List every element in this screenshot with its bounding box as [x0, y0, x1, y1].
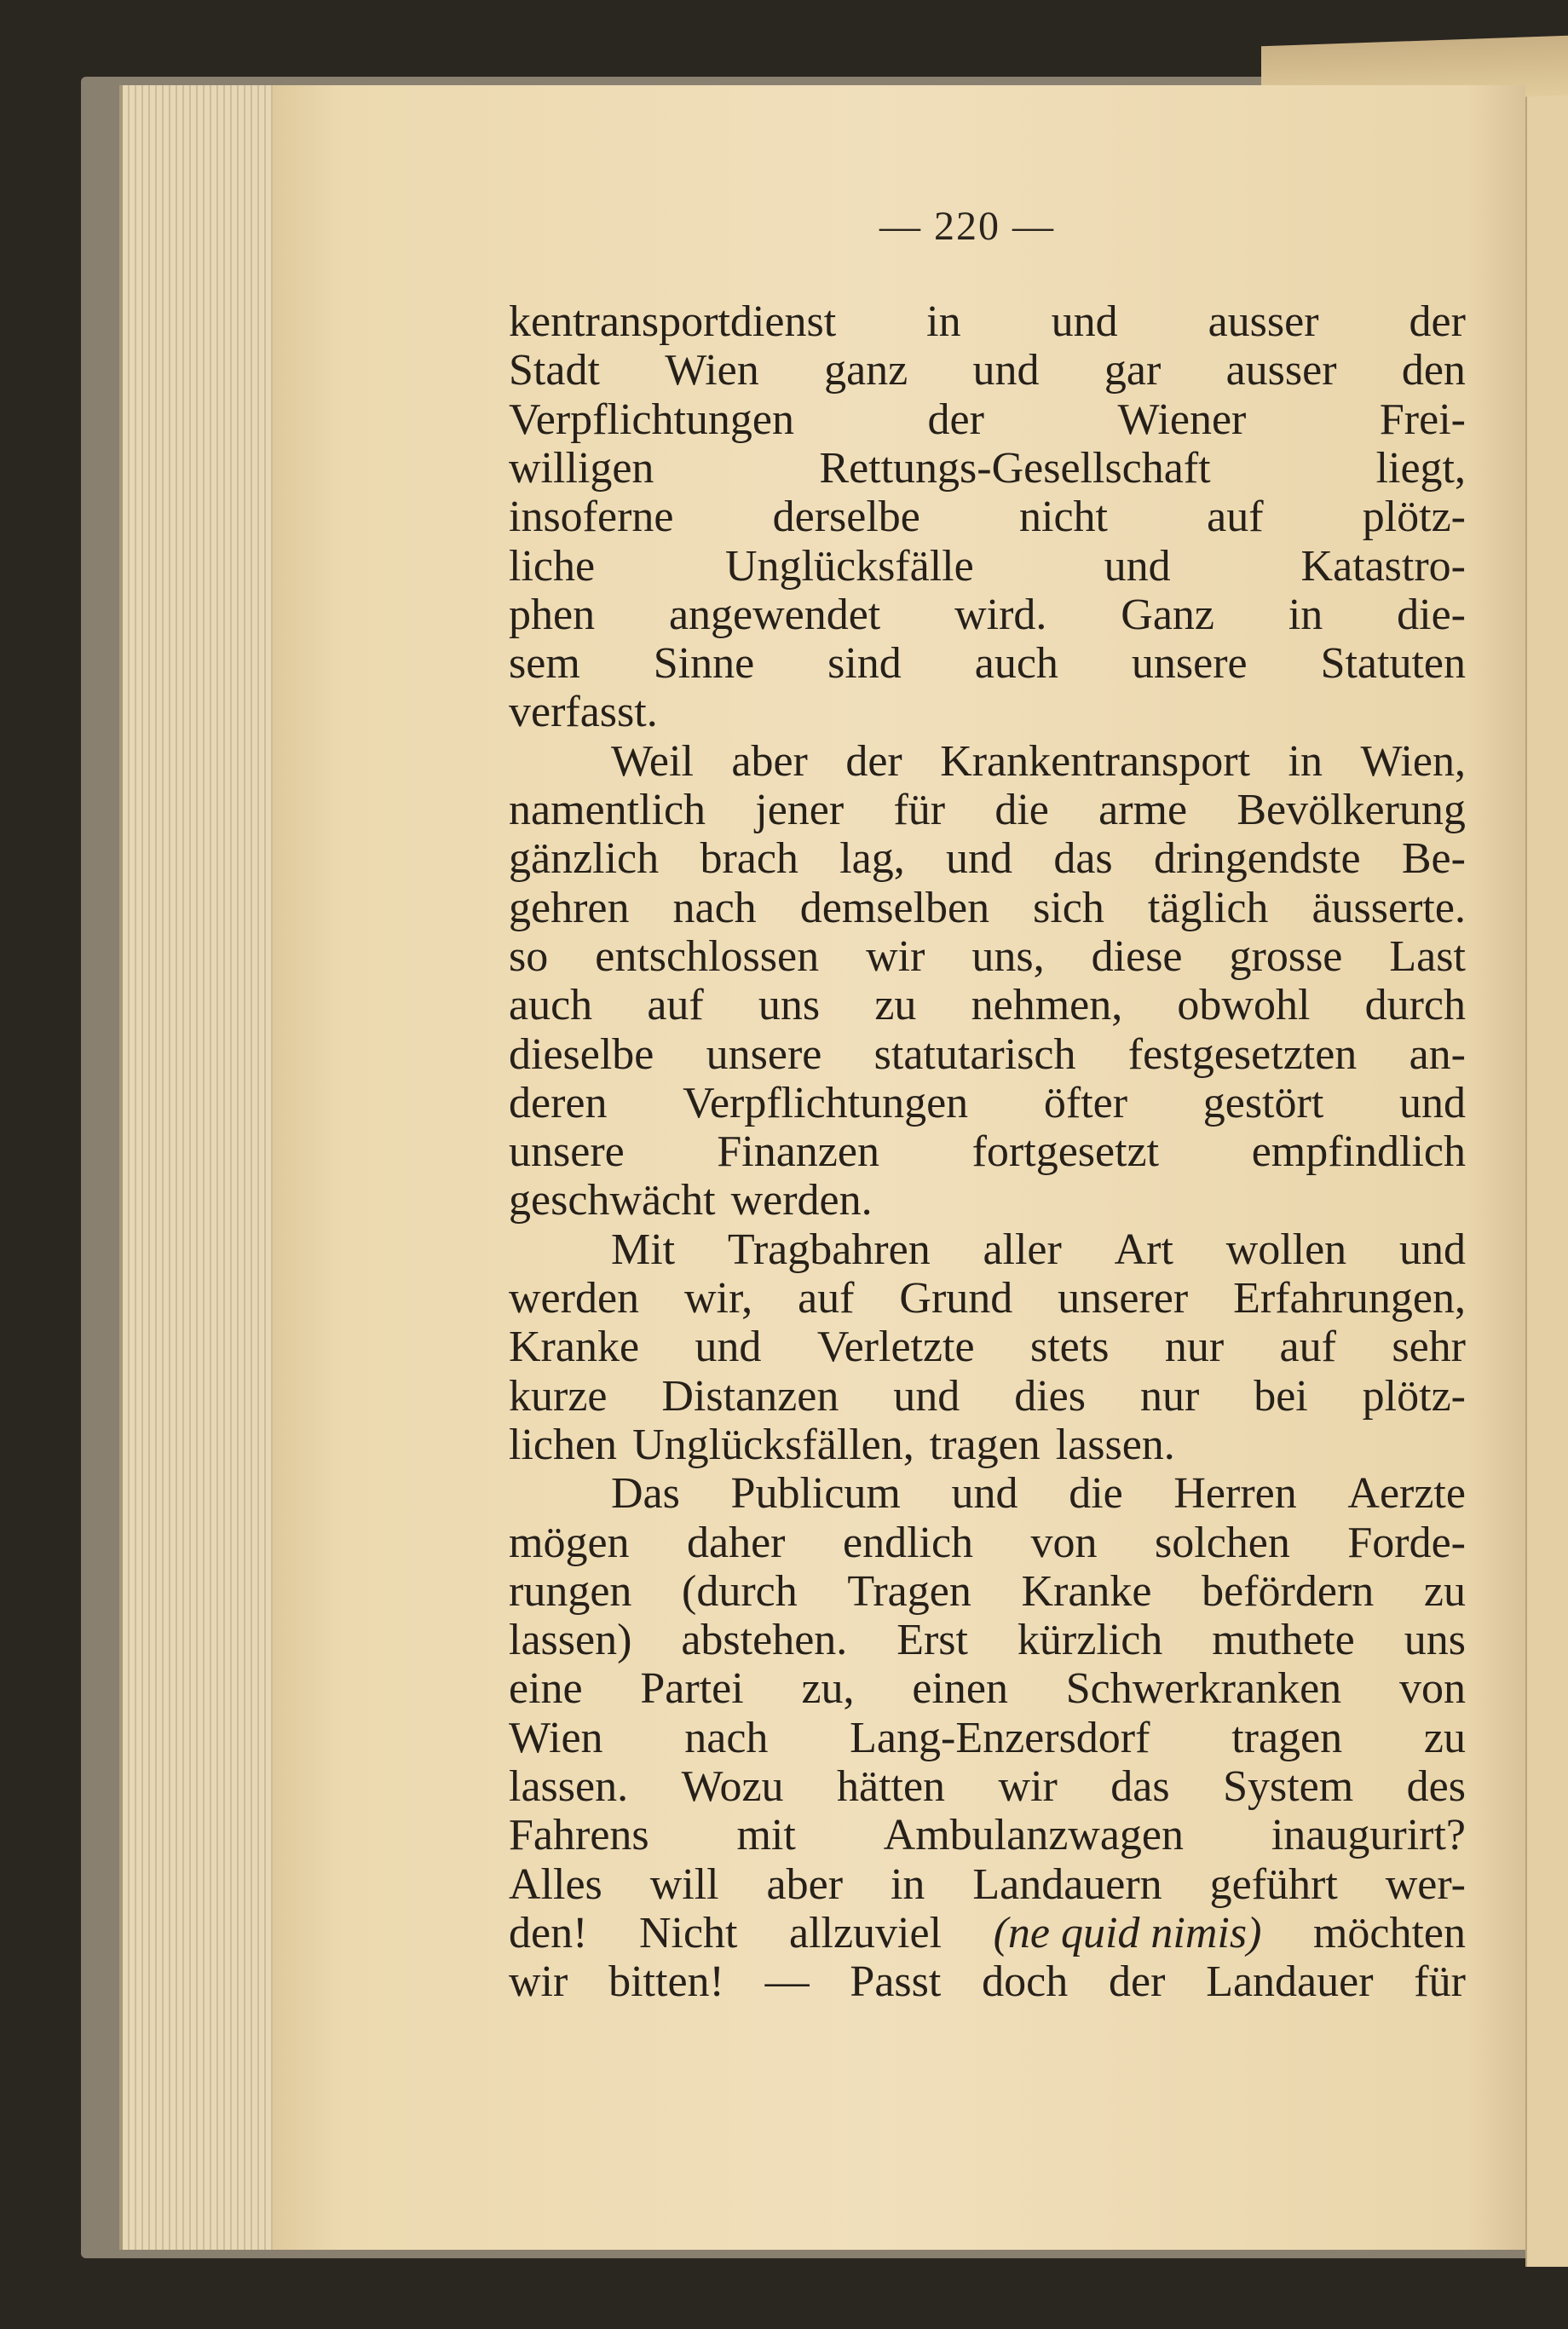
word: stets — [1029, 1323, 1110, 1372]
word: tragen — [929, 1420, 1041, 1469]
word: liche — [509, 541, 596, 591]
word: verfasst. — [509, 688, 658, 737]
word: Katastro- — [1300, 541, 1466, 591]
word: willigen — [509, 443, 654, 493]
text-line — [509, 1420, 1466, 1469]
word: werden — [509, 1274, 640, 1323]
word: diese — [1091, 931, 1183, 981]
word: Be- — [1401, 834, 1466, 884]
text-line — [509, 395, 1466, 444]
word: so — [509, 931, 549, 981]
text-line — [509, 1663, 1466, 1713]
word: die- — [1397, 590, 1466, 639]
word: lag, — [839, 834, 905, 884]
word: entschlossen — [595, 931, 820, 981]
word: kurze — [509, 1371, 608, 1421]
word: Herren — [1173, 1469, 1297, 1519]
word: unsere — [1131, 639, 1248, 689]
word: öfter — [1043, 1078, 1128, 1127]
word: ausser — [1208, 297, 1319, 346]
word: Publicum — [730, 1469, 901, 1519]
word: Unglücksfällen, — [632, 1420, 914, 1469]
word: Kranke — [509, 1323, 640, 1372]
word: Schwerkranken — [1065, 1664, 1342, 1714]
word: Passt — [850, 1957, 942, 2007]
text-line — [509, 1713, 1466, 1762]
word: aber — [731, 736, 808, 786]
word: mögen — [509, 1518, 630, 1567]
word: unsere — [509, 1127, 625, 1177]
word: Lang-Enzersdorf — [850, 1713, 1150, 1762]
word: jener — [755, 786, 845, 834]
word: demselben — [799, 883, 990, 932]
word: geführt — [1209, 1859, 1338, 1909]
word: uns, — [971, 931, 1045, 981]
word: in — [890, 1859, 925, 1909]
word: an- — [1409, 1029, 1466, 1079]
word: Forde- — [1347, 1518, 1466, 1567]
word: hätten — [837, 1762, 946, 1811]
word: Verletzte — [816, 1323, 975, 1372]
word: unserer — [1058, 1274, 1189, 1323]
word: Erst — [896, 1616, 968, 1665]
word: Aerzte — [1347, 1469, 1466, 1519]
word: Rettungs-Gesellschaft — [819, 443, 1211, 493]
text-line — [509, 541, 1466, 591]
word: die — [1069, 1469, 1123, 1519]
word: den — [1401, 346, 1466, 395]
word: in — [926, 297, 961, 346]
word: zu, — [801, 1664, 855, 1714]
word: lassen. — [1055, 1420, 1175, 1469]
word: für — [1414, 1957, 1466, 2007]
word: das — [1110, 1762, 1170, 1811]
word: allzuviel — [789, 1908, 943, 1957]
word: — — [764, 1957, 810, 2007]
word: und — [695, 1323, 762, 1372]
word: auch — [974, 639, 1058, 689]
word: endlich — [842, 1518, 974, 1567]
word: das — [1053, 834, 1113, 884]
word: sind — [827, 639, 902, 689]
word: daher — [687, 1518, 786, 1567]
word: Alles — [509, 1859, 602, 1909]
word: liegt, — [1375, 443, 1466, 493]
word: Grund — [899, 1274, 1013, 1323]
word: befördern — [1202, 1566, 1375, 1616]
word: wird. — [954, 590, 1047, 639]
word: nur — [1139, 1371, 1200, 1421]
word: Landauer — [1206, 1957, 1374, 2007]
text-line — [509, 1127, 1466, 1176]
word: aber — [766, 1859, 844, 1909]
word: doch — [982, 1957, 1069, 2007]
word: Last — [1389, 931, 1466, 981]
word: für — [893, 786, 946, 834]
word: uns — [758, 981, 821, 1030]
word: der — [1109, 1957, 1166, 2007]
word: nur — [1164, 1323, 1225, 1372]
word: kürzlich — [1017, 1616, 1163, 1665]
word: möchten — [1312, 1908, 1466, 1957]
text-line — [509, 1518, 1466, 1567]
text-line — [509, 590, 1466, 639]
word: Landauern — [972, 1859, 1162, 1909]
word: (durch — [682, 1566, 798, 1616]
word: auf — [647, 981, 704, 1030]
word: und — [951, 1469, 1018, 1519]
word: wer- — [1385, 1859, 1466, 1909]
word: der — [845, 736, 902, 786]
word: zu — [1423, 1566, 1466, 1616]
word: werden. — [730, 1176, 873, 1225]
word: Ganz — [1121, 590, 1214, 639]
word: gehren — [509, 883, 630, 932]
word: Kranke — [1021, 1566, 1152, 1616]
word: Distanzen — [661, 1371, 839, 1421]
word: dringendste — [1153, 834, 1361, 884]
word: obwohl — [1177, 981, 1311, 1030]
word: wir, — [683, 1274, 753, 1323]
word: in — [1288, 590, 1323, 639]
word: brach — [700, 834, 798, 884]
word: auch — [509, 981, 593, 1030]
word: in — [1288, 736, 1323, 786]
word: wir — [866, 931, 925, 981]
word: namentlich — [509, 786, 706, 834]
word: mit — [736, 1811, 796, 1860]
word: sich — [1033, 883, 1104, 932]
word: rungen — [509, 1566, 632, 1616]
word: dieselbe — [509, 1029, 654, 1079]
text-line — [509, 492, 1466, 541]
word: von — [1030, 1518, 1098, 1567]
text-line — [509, 1273, 1466, 1323]
text-line — [611, 736, 1466, 786]
word: wollen — [1225, 1225, 1347, 1274]
word: lassen. — [509, 1762, 629, 1811]
word: lassen) — [509, 1616, 632, 1665]
text-line — [611, 1468, 1466, 1518]
text-line — [509, 443, 1466, 493]
word: Weil — [611, 736, 694, 786]
word: und — [893, 1371, 960, 1421]
word: solchen — [1155, 1518, 1290, 1567]
page-stack-edges — [119, 85, 293, 2250]
word: Partei — [640, 1664, 744, 1714]
word: äusserte. — [1311, 883, 1466, 932]
text-line — [509, 638, 1466, 688]
word: Unglücksfälle — [724, 541, 974, 591]
word: Ambulanzwagen — [883, 1811, 1184, 1860]
word: uns — [1404, 1616, 1466, 1665]
word: muthete — [1212, 1616, 1355, 1665]
word: Statuten — [1320, 639, 1466, 689]
text-line — [509, 1029, 1466, 1079]
word: nicht — [1019, 493, 1108, 542]
word: deren — [509, 1078, 608, 1127]
text-line — [509, 1371, 1466, 1421]
word: auf — [1279, 1323, 1336, 1372]
word: sem — [509, 639, 580, 689]
word: und — [1051, 297, 1118, 346]
word: und — [946, 834, 1013, 884]
text-line — [509, 1566, 1466, 1616]
word: auf — [1207, 493, 1264, 542]
word: Sinne — [653, 639, 755, 689]
word: Tragbahren — [727, 1225, 931, 1274]
word: Wozu — [681, 1762, 784, 1811]
word: nach — [684, 1713, 769, 1762]
word: Finanzen — [717, 1127, 879, 1177]
word: Frei- — [1379, 395, 1466, 444]
word: abstehen. — [681, 1616, 848, 1665]
word: aller — [983, 1225, 1062, 1274]
word: von — [1398, 1664, 1466, 1714]
word: statutarisch — [873, 1029, 1076, 1079]
text-line — [509, 687, 1466, 736]
word: durch — [1364, 981, 1466, 1030]
word: kentransportdienst — [509, 297, 837, 346]
word: nehmen, — [971, 981, 1123, 1030]
word: (ne quid nimis) — [993, 1908, 1262, 1957]
word: ausser — [1225, 346, 1337, 395]
word: eine — [509, 1664, 583, 1714]
word: und — [1398, 1078, 1466, 1127]
word: Wien — [509, 1713, 603, 1762]
word: täglich — [1147, 883, 1269, 932]
word: gänzlich — [509, 834, 660, 884]
word: angewendet — [668, 590, 881, 639]
word: fortgesetzt — [971, 1127, 1160, 1177]
word: insoferne — [509, 493, 674, 542]
text-line — [509, 785, 1466, 834]
text-line — [509, 980, 1466, 1029]
word: den! — [509, 1908, 588, 1957]
word: System — [1223, 1762, 1354, 1811]
word: plötz- — [1362, 493, 1466, 542]
word: derselbe — [772, 493, 920, 542]
word: gar — [1104, 346, 1162, 395]
word: Wien — [665, 346, 759, 395]
word: phen — [509, 590, 596, 639]
word: bei — [1254, 1371, 1308, 1421]
word: Erfahrungen, — [1233, 1274, 1466, 1323]
text-line — [611, 1225, 1466, 1274]
word: Art — [1114, 1225, 1173, 1274]
text-line — [509, 833, 1466, 883]
text-line — [509, 1078, 1466, 1127]
word: Verpflichtungen — [683, 1078, 969, 1127]
word: unsere — [706, 1029, 822, 1079]
word: Wiener — [1117, 395, 1247, 444]
text-line — [509, 1322, 1466, 1371]
word: geschwächt — [509, 1176, 716, 1225]
word: empfindlich — [1251, 1127, 1466, 1177]
word: Mit — [611, 1225, 676, 1274]
word: Nicht — [638, 1908, 738, 1957]
word: Fahrens — [509, 1811, 649, 1860]
word: Bevölkerung — [1237, 786, 1466, 834]
word: arme — [1098, 786, 1188, 834]
word: inaugurirt? — [1271, 1811, 1466, 1860]
text-line — [509, 1908, 1466, 1957]
word: wir — [998, 1762, 1058, 1811]
word: auf — [798, 1274, 855, 1323]
text-line — [509, 297, 1466, 346]
text-line — [509, 1810, 1466, 1859]
text-line — [509, 1615, 1466, 1664]
text-line — [509, 931, 1466, 981]
word: Tragen — [847, 1566, 971, 1616]
text-line — [509, 345, 1466, 395]
word: nach — [672, 883, 757, 932]
word: Krankentransport — [940, 736, 1251, 786]
word: und — [972, 346, 1040, 395]
word: ganz — [824, 346, 908, 395]
word: Verpflichtungen — [509, 395, 795, 444]
word: festgesetzten — [1127, 1029, 1358, 1079]
word: tragen — [1231, 1713, 1343, 1762]
page-number: — 220 — — [879, 204, 1055, 249]
word: plötz- — [1362, 1371, 1466, 1421]
word: wir — [509, 1957, 568, 2007]
word: die — [994, 786, 1049, 834]
word: gestört — [1202, 1078, 1324, 1127]
word: bitten! — [608, 1957, 724, 2007]
word: Wien, — [1360, 736, 1466, 786]
word: sehr — [1392, 1323, 1466, 1372]
word: will — [649, 1859, 719, 1909]
text-line — [509, 1859, 1466, 1909]
word: zu — [874, 981, 917, 1030]
next-leaf-edge — [1525, 51, 1568, 2267]
word: der — [927, 395, 984, 444]
text-line — [509, 883, 1466, 932]
word: des — [1406, 1762, 1466, 1811]
word: lichen — [509, 1420, 618, 1469]
word: zu — [1423, 1713, 1466, 1762]
word: der — [1409, 297, 1466, 346]
text-line — [509, 1761, 1466, 1811]
word: und — [1398, 1225, 1466, 1274]
text-line — [509, 1957, 1466, 2006]
word: Stadt — [509, 346, 600, 395]
word: und — [1104, 541, 1171, 591]
word: Das — [611, 1469, 680, 1519]
word: dies — [1014, 1371, 1086, 1421]
text-line — [509, 1175, 1466, 1225]
word: grosse — [1229, 931, 1343, 981]
word: einen — [912, 1664, 1008, 1714]
